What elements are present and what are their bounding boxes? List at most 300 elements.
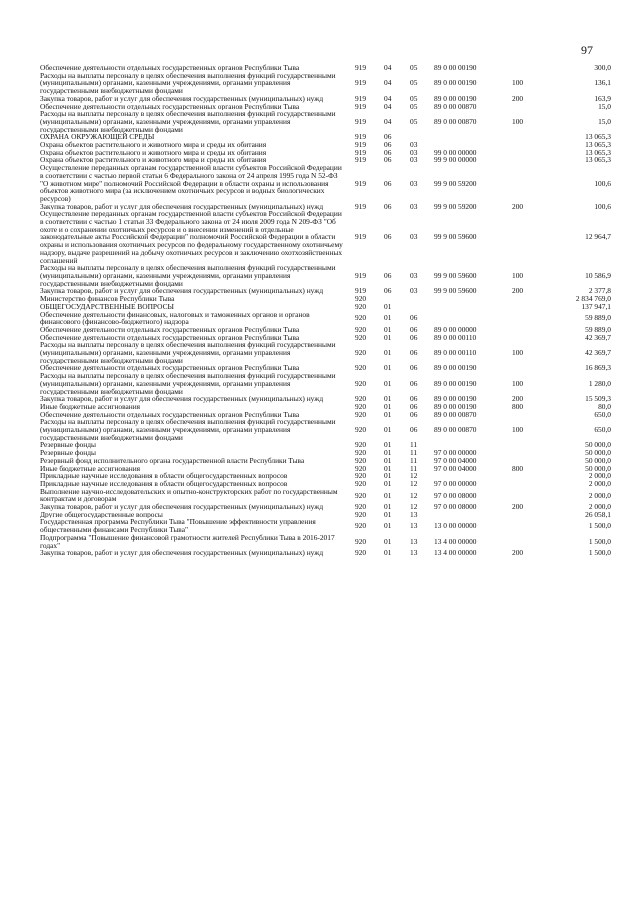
row-subsection-code: 13 — [410, 510, 418, 519]
row-amount: 80,0 — [598, 402, 611, 411]
row-expense-type — [510, 472, 540, 480]
row-name: Обеспечение деятельности отдельных государственных органов Республики Тыва — [40, 333, 300, 342]
row-target-article: 89 0 00 00870 — [434, 425, 477, 435]
row-section-code: 01 — [384, 464, 392, 473]
row-amount: 2 000,0 — [588, 479, 611, 488]
row-amount: 59 889,0 — [585, 313, 611, 323]
row-expense-type — [510, 534, 540, 549]
table-row — [40, 210, 611, 264]
row-subsection-code: 06 — [410, 410, 418, 419]
row-name: Закупка товаров, работ и услуг для обеспечения государственных (муниципальных) нужд — [40, 503, 324, 511]
row-amount: 15,0 — [598, 102, 611, 111]
row-grbs-code: 919 — [355, 178, 367, 188]
row-name: Обеспечение деятельности отдельных государственных органов Республики Тыва — [40, 410, 300, 419]
row-expense-type — [510, 441, 540, 449]
row-name: Закупка товаров, работ и услуг для обеспечения государственных (муниципальных) нужд — [40, 549, 324, 557]
row-name: Резервный фонд исполнительного органа государственной власти Республики Тыва — [40, 456, 305, 465]
row-subsection-code: 03 — [410, 287, 418, 296]
table-row — [40, 480, 611, 488]
row-target-article: 97 0 00 08000 — [434, 490, 477, 500]
row-grbs-code: 920 — [355, 549, 367, 557]
row-grbs-code: 919 — [355, 94, 367, 103]
row-target-article — [434, 295, 510, 303]
row-expense-type — [510, 149, 540, 157]
row-amount: 2 834 769,0 — [575, 295, 611, 303]
row-section-code: 01 — [384, 521, 392, 531]
row-grbs-code: 920 — [355, 425, 367, 435]
row-amount: 650,0 — [594, 425, 611, 435]
row-name: Расходы на выплаты персоналу в целях обеспечения выполнения функций государственными (муниципальными) органами, казенными учреждениями, органами управления государственными внебюджетными фондами — [40, 110, 336, 134]
row-target-article: 89 0 00 00870 — [434, 410, 477, 419]
row-target-article: 89 0 00 00870 — [434, 102, 477, 111]
row-amount: 50 000,0 — [585, 464, 611, 473]
row-target-article: 99 9 00 59600 — [434, 270, 477, 280]
row-subsection-code: 12 — [410, 490, 418, 500]
row-section-code: 04 — [384, 94, 392, 103]
row-section-code: 01 — [384, 348, 392, 358]
row-subsection-code: 05 — [410, 116, 418, 126]
row-amount: 2 377,8 — [588, 287, 611, 296]
page-number: 97 — [581, 43, 593, 57]
row-grbs-code: 919 — [355, 287, 367, 296]
row-grbs-code: 920 — [355, 479, 367, 488]
row-subsection-code: 06 — [410, 425, 418, 435]
row-section-code: 01 — [384, 425, 392, 435]
row-grbs-code: 919 — [355, 232, 367, 242]
row-target-article: 99 9 00 59600 — [434, 232, 477, 242]
row-expense-type: 800 — [512, 464, 524, 473]
row-grbs-code: 919 — [355, 270, 367, 280]
table-row — [40, 403, 611, 411]
row-grbs-code: 920 — [355, 490, 367, 500]
row-grbs-code: 919 — [355, 141, 367, 149]
row-section-code: 01 — [384, 441, 392, 450]
row-grbs-code: 920 — [355, 402, 367, 411]
row-section-code: 04 — [384, 64, 392, 72]
row-target-article: 99 9 00 59600 — [434, 287, 477, 296]
row-target-article: 89 0 00 00190 — [434, 94, 477, 103]
row-name: Министерство финансов Республики Тыва — [40, 295, 175, 303]
row-target-article: 89 0 00 00110 — [434, 333, 477, 342]
row-amount: 13 065,3 — [585, 148, 611, 157]
row-name: Расходы на выплаты персоналу в целях обеспечения выполнения функций государственными (муниципальными) органами, казенными учреждениями, органами управления государственными внебюджетными фондами — [40, 372, 336, 396]
table-row — [40, 149, 611, 157]
row-subsection-code: 03 — [410, 156, 418, 165]
row-section-code: 01 — [384, 472, 392, 480]
row-target-article — [434, 511, 510, 519]
row-section-code: 01 — [384, 313, 392, 323]
row-section-code: 01 — [384, 364, 392, 373]
row-name: Расходы на выплаты персоналу в целях обеспечения выполнения функций государственными (муниципальными) органами, казенными учреждениями, органами управления государственными внебюджетными фондами — [40, 341, 336, 365]
table-row — [40, 264, 611, 287]
row-section-code — [382, 295, 408, 303]
row-subsection-code: 06 — [410, 378, 418, 388]
row-name: Резервные фонды — [40, 449, 96, 457]
row-amount: 2 000,0 — [588, 472, 611, 480]
row-expense-type: 200 — [512, 395, 524, 403]
row-subsection-code: 03 — [410, 202, 418, 211]
row-expense-type: 100 — [512, 78, 524, 88]
row-grbs-code: 920 — [355, 348, 367, 358]
row-subsection-code: 11 — [410, 449, 418, 457]
table-row — [40, 164, 611, 203]
row-section-code: 04 — [384, 78, 392, 88]
table-row — [40, 334, 611, 342]
row-subsection-code: 03 — [410, 148, 418, 157]
row-name: Закупка товаров, работ и услуг для обеспечения государственных (муниципальных) нужд — [40, 94, 324, 103]
row-expense-type: 800 — [512, 402, 524, 411]
row-amount: 136,1 — [594, 78, 611, 88]
row-expense-type — [510, 518, 540, 533]
row-subsection-code: 03 — [410, 141, 418, 149]
row-expense-type: 200 — [512, 94, 524, 103]
row-target-article — [434, 311, 510, 326]
row-grbs-code: 920 — [355, 441, 367, 450]
row-section-code: 01 — [384, 302, 392, 311]
table-row — [40, 341, 611, 364]
row-name: Обеспечение деятельности финансовых, налоговых и таможенных органов и органов финансового (финансово-бюджетного) надзора — [40, 310, 310, 326]
row-section-code: 01 — [384, 410, 392, 419]
row-expense-type: 200 — [512, 202, 524, 211]
row-amount: 650,0 — [594, 410, 611, 419]
row-amount: 59 889,0 — [585, 325, 611, 334]
row-name: Прикладные научные исследования в области общегосударственных вопросов — [40, 472, 288, 480]
row-subsection-code: 05 — [410, 78, 418, 88]
table-row — [40, 103, 611, 111]
row-amount: 13 065,3 — [585, 133, 611, 142]
table-row — [40, 411, 611, 419]
row-section-code: 06 — [384, 178, 392, 188]
row-expense-type — [510, 103, 540, 111]
row-name: Государственная программа Республики Тыва "Повышение эффективности управления общественными финансами Республики Тыва" — [40, 518, 316, 534]
row-grbs-code: 920 — [355, 472, 367, 480]
row-subsection-code — [408, 303, 434, 311]
row-subsection-code: 13 — [410, 549, 418, 557]
row-subsection-code: 06 — [410, 333, 418, 342]
row-subsection-code: 06 — [410, 313, 418, 323]
row-name: Расходы на выплаты персоналу в целях обеспечения выполнения функций государственными (муниципальными) органами, казенными учреждениями, органами управления государственными внебюджетными фондами — [40, 264, 336, 288]
row-target-article: 13 0 00 00000 — [434, 521, 477, 531]
row-section-code: 04 — [384, 102, 392, 111]
row-name: Иные бюджетные ассигнования — [40, 464, 141, 473]
row-target-article: 99 9 00 59200 — [434, 178, 477, 188]
row-expense-type: 200 — [512, 549, 524, 557]
row-target-article: 89 0 00 00190 — [434, 402, 477, 411]
table-row — [40, 449, 611, 457]
table-row — [40, 141, 611, 149]
row-grbs-code: 920 — [355, 378, 367, 388]
row-target-article: 13 4 00 00000 — [434, 549, 477, 557]
row-grbs-code: 920 — [355, 510, 367, 519]
row-expense-type — [510, 480, 540, 488]
row-amount: 100,6 — [594, 178, 611, 188]
row-name: Закупка товаров, работ и услуг для обеспечения государственных (муниципальных) нужд — [40, 395, 324, 403]
row-grbs-code: 920 — [355, 521, 367, 531]
table-row — [40, 72, 611, 95]
row-expense-type: 100 — [512, 378, 524, 388]
row-grbs-code: 920 — [355, 295, 367, 303]
row-target-article: 99 0 00 00000 — [434, 148, 477, 157]
row-target-article: 99 9 00 59200 — [434, 202, 477, 211]
table-row — [40, 372, 611, 395]
row-section-code: 01 — [384, 449, 392, 457]
row-name: Охрана объектов растительного и животного мира и среды их обитания — [40, 141, 267, 149]
row-grbs-code: 919 — [355, 202, 367, 211]
row-grbs-code: 920 — [355, 325, 367, 334]
row-subsection-code: 12 — [410, 479, 418, 488]
row-amount: 50 000,0 — [585, 441, 611, 450]
row-name: Осуществление переданных органам государственной власти субъектов Российской Федерации в соответствии с частью 1 статьи 33 Федерального закона от 24 июля 2009 года N 209-ФЗ "Об охоте и о сохранении охотничьих ресурсов и о внесении изменений в отдельные законодательные акты Российской Федерации" полномочий Российской Федерации в области охраны и использования охотничьих ресурсов по федеральному государственному охотничьему надзору, выдаче разрешений на добычу охотничьих ресурсов и заключению охотхозяйственных соглашений — [40, 210, 343, 265]
row-amount: 15,0 — [598, 116, 611, 126]
row-section-code: 06 — [384, 148, 392, 157]
row-amount: 1 500,0 — [588, 521, 611, 531]
row-target-article — [434, 303, 510, 311]
table-row — [40, 110, 611, 133]
row-target-article — [434, 133, 510, 141]
row-section-code: 01 — [384, 490, 392, 500]
row-name: Охрана объектов растительного и животного мира и среды их обитания — [40, 156, 267, 165]
row-subsection-code — [408, 295, 434, 303]
row-expense-type — [510, 133, 540, 141]
row-expense-type — [510, 326, 540, 334]
row-section-code: 01 — [384, 549, 392, 557]
row-amount: 50 000,0 — [585, 456, 611, 465]
table-row — [40, 503, 611, 511]
row-name: Закупка товаров, работ и услуг для обеспечения государственных (муниципальных) нужд — [40, 202, 324, 211]
table-row — [40, 395, 611, 403]
row-expense-type — [510, 141, 540, 149]
row-name: Расходы на выплаты персоналу в целях обеспечения выполнения функций государственными (муниципальными) органами, казенными учреждениями, органами управления государственными внебюджетными фондами — [40, 418, 336, 442]
row-grbs-code: 919 — [355, 102, 367, 111]
table-row — [40, 287, 611, 295]
row-grbs-code: 920 — [355, 464, 367, 473]
row-subsection-code: 06 — [410, 402, 418, 411]
row-expense-type: 100 — [512, 270, 524, 280]
row-grbs-code: 920 — [355, 313, 367, 323]
row-subsection-code: 06 — [410, 364, 418, 373]
row-expense-type — [510, 488, 540, 503]
row-grbs-code: 919 — [355, 116, 367, 126]
row-name: ОБЩЕГОСУДАРСТВЕННЫЕ ВОПРОСЫ — [40, 302, 174, 311]
row-section-code: 06 — [384, 270, 392, 280]
row-section-code: 01 — [384, 402, 392, 411]
table-row — [40, 303, 611, 311]
row-expense-type: 100 — [512, 116, 524, 126]
row-subsection-code: 05 — [410, 102, 418, 111]
row-target-article: 97 0 00 00000 — [434, 449, 477, 457]
row-target-article: 89 0 00 00190 — [434, 395, 477, 403]
row-section-code: 04 — [384, 116, 392, 126]
table-row — [40, 326, 611, 334]
table-row — [40, 549, 611, 557]
table-row — [40, 465, 611, 473]
row-target-article: 13 4 00 00000 — [434, 536, 477, 546]
row-amount: 1 500,0 — [588, 549, 611, 557]
row-amount: 137 947,1 — [581, 302, 611, 311]
budget-table — [40, 64, 611, 557]
row-expense-type: 100 — [512, 425, 524, 435]
row-target-article: 89 0 00 00110 — [434, 348, 477, 358]
row-subsection-code: 13 — [410, 536, 418, 546]
row-grbs-code: 919 — [355, 64, 367, 72]
table-row — [40, 418, 611, 441]
row-name: Выполнение научно-исследовательских и опытно-конструкторских работ по государственным контрактам и договорам — [40, 487, 338, 504]
row-amount: 2 000,0 — [588, 503, 611, 511]
row-expense-type — [510, 303, 540, 311]
row-subsection-code: 12 — [410, 503, 418, 511]
table-row — [40, 364, 611, 372]
row-expense-type — [510, 210, 540, 264]
row-expense-type — [510, 334, 540, 342]
row-subsection-code: 06 — [410, 395, 418, 403]
row-target-article: 89 0 00 00190 — [434, 64, 477, 72]
row-name: Резервные фонды — [40, 441, 96, 450]
row-name: ОХРАНА ОКРУЖАЮЩЕЙ СРЕДЫ — [40, 133, 155, 142]
table-row — [40, 95, 611, 103]
row-grbs-code: 919 — [355, 148, 367, 157]
row-target-article — [434, 141, 510, 149]
row-name: Обеспечение деятельности отдельных государственных органов Республики Тыва — [40, 325, 300, 334]
table-row — [40, 511, 611, 519]
row-section-code: 06 — [384, 133, 392, 142]
table-row — [40, 133, 611, 141]
row-target-article: 99 9 00 00000 — [434, 156, 477, 165]
row-section-code: 01 — [384, 378, 392, 388]
row-subsection-code: 11 — [410, 456, 418, 465]
row-expense-type — [510, 295, 540, 303]
row-amount: 2 000,0 — [588, 490, 611, 500]
row-expense-type — [510, 164, 540, 203]
row-subsection-code: 13 — [410, 521, 418, 531]
row-subsection-code: 03 — [410, 232, 418, 242]
row-amount: 15 509,3 — [585, 395, 611, 403]
row-subsection-code: 03 — [410, 270, 418, 280]
row-subsection-code: 05 — [410, 94, 418, 103]
row-amount: 12 964,7 — [585, 232, 611, 242]
row-section-code: 01 — [384, 333, 392, 342]
row-grbs-code: 920 — [355, 503, 367, 511]
row-section-code: 06 — [384, 232, 392, 242]
row-grbs-code: 920 — [355, 302, 367, 311]
row-target-article: 97 0 00 04000 — [434, 456, 477, 465]
row-subsection-code: 06 — [410, 348, 418, 358]
row-section-code: 01 — [384, 510, 392, 519]
table-row — [40, 534, 611, 549]
row-target-article: 89 0 00 00190 — [434, 378, 477, 388]
row-name: Подпрограмма "Повышение финансовой грамотности жителей Республики Тыва в 2016-2017 годах" — [40, 533, 335, 550]
row-target-article: 97 0 00 08000 — [434, 503, 477, 511]
row-expense-type — [510, 411, 540, 419]
row-section-code: 01 — [384, 395, 392, 403]
row-target-article — [434, 441, 510, 449]
row-amount: 163,9 — [594, 94, 611, 103]
row-amount: 300,0 — [594, 64, 611, 72]
row-name: Осуществление переданных органам государственной власти субъектов Российской Федерации в соответствии с частью первой статьи 6 Федерального закона от 24 апреля 1995 года N 52-ФЗ "О животном мире" полномочий Российской Федерации в области охраны и использования объектов животного мира (за исключением охотничьих ресурсов и водных биологических ресурсов) — [40, 164, 342, 203]
row-section-code: 01 — [384, 325, 392, 334]
row-subsection-code: 05 — [410, 64, 418, 72]
row-name: Другие общегосударственные вопросы — [40, 510, 163, 519]
row-section-code: 01 — [384, 536, 392, 546]
row-name: Обеспечение деятельности отдельных государственных органов Республики Тыва — [40, 102, 300, 111]
row-section-code: 01 — [384, 503, 392, 511]
row-section-code: 06 — [384, 202, 392, 211]
row-amount: 13 065,3 — [585, 141, 611, 149]
row-expense-type: 100 — [512, 348, 524, 358]
row-amount: 26 058,1 — [585, 510, 611, 519]
table-row — [40, 156, 611, 164]
row-name: Обеспечение деятельности отдельных государственных органов Республики Тыва — [40, 364, 300, 373]
row-name: Обеспечение деятельности отдельных государственных органов Республики Тыва — [40, 64, 300, 72]
row-grbs-code: 920 — [355, 449, 367, 457]
table-row — [40, 457, 611, 465]
row-target-article: 89 0 00 00870 — [434, 116, 477, 126]
row-expense-type — [510, 449, 540, 457]
row-expense-type: 200 — [512, 287, 524, 296]
table-row — [40, 311, 611, 326]
row-grbs-code: 920 — [355, 364, 367, 373]
row-expense-type — [510, 511, 540, 519]
table-row — [40, 488, 611, 503]
row-subsection-code: 11 — [410, 441, 418, 450]
row-amount: 100,6 — [594, 202, 611, 211]
row-name: Охрана объектов растительного и животного мира и среды их обитания — [40, 148, 267, 157]
row-grbs-code: 920 — [355, 410, 367, 419]
row-amount: 50 000,0 — [585, 449, 611, 457]
row-amount: 13 065,3 — [585, 156, 611, 165]
table-row — [40, 64, 611, 72]
row-section-code: 01 — [384, 479, 392, 488]
row-amount: 42 369,7 — [585, 348, 611, 358]
row-amount: 42 369,7 — [585, 333, 611, 342]
row-expense-type — [510, 311, 540, 326]
row-grbs-code: 920 — [355, 456, 367, 465]
row-section-code: 06 — [384, 141, 392, 149]
row-grbs-code: 919 — [355, 133, 367, 142]
row-grbs-code: 920 — [355, 333, 367, 342]
row-grbs-code: 919 — [355, 156, 367, 165]
row-target-article: 89 0 00 00190 — [434, 364, 477, 373]
row-amount: 1 280,0 — [588, 378, 611, 388]
row-subsection-code: 11 — [410, 464, 418, 473]
budget-table-body — [40, 64, 611, 557]
row-target-article — [434, 472, 510, 480]
row-grbs-code: 919 — [355, 78, 367, 88]
row-section-code: 06 — [384, 156, 392, 165]
row-grbs-code: 920 — [355, 395, 367, 403]
table-row — [40, 203, 611, 211]
row-section-code: 06 — [384, 287, 392, 296]
row-target-article: 89 0 00 00000 — [434, 325, 477, 334]
row-grbs-code: 920 — [355, 536, 367, 546]
row-subsection-code: 03 — [410, 178, 418, 188]
row-expense-type — [510, 64, 540, 72]
row-name: Иные бюджетные ассигнования — [40, 402, 141, 411]
row-amount: 16 869,3 — [585, 364, 611, 373]
row-expense-type — [510, 457, 540, 465]
row-subsection-code: 06 — [410, 325, 418, 334]
row-amount: 10 586,9 — [585, 270, 611, 280]
table-row — [40, 295, 611, 303]
table-row — [40, 472, 611, 480]
row-target-article: 97 0 00 04000 — [434, 464, 477, 473]
row-expense-type — [510, 364, 540, 372]
row-subsection-code — [408, 133, 434, 141]
table-row — [40, 518, 611, 533]
row-expense-type: 200 — [512, 503, 524, 511]
table-row — [40, 441, 611, 449]
row-target-article: 97 0 00 00000 — [434, 479, 477, 488]
row-name: Закупка товаров, работ и услуг для обеспечения государственных (муниципальных) нужд — [40, 287, 324, 296]
